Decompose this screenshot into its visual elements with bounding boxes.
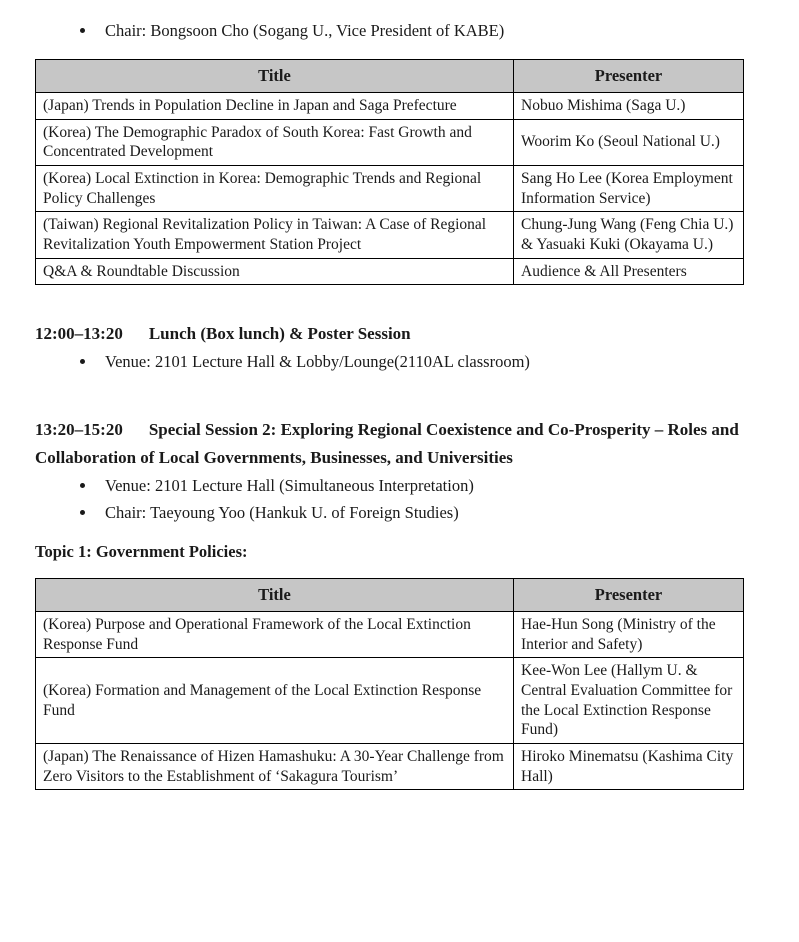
table-header-row	[36, 59, 744, 92]
lunch-session-heading	[35, 320, 743, 347]
table-row	[36, 212, 744, 258]
presenter-cell: Woorim Ko (Seoul National U.)	[514, 119, 744, 165]
lunch-session-title: Lunch (Box lunch) & Poster Session	[148, 324, 411, 344]
talk-title-cell: (Korea) The Demographic Paradox of South Korea: Fast Growth and Concentrated Development	[36, 119, 514, 165]
presenter-column-header: Presenter	[514, 579, 744, 612]
presenter-cell: Hae-Hun Song (Ministry of the Interior and Safety)	[514, 612, 744, 658]
talk-title-cell: (Japan) Trends in Population Decline in Japan and Saga Prefecture	[36, 92, 514, 119]
special-session2-heading	[35, 416, 743, 470]
presenter-cell: Chung-Jung Wang (Feng Chia U.) & Yasuaki Kuki (Okayama U.)	[514, 212, 744, 258]
talk-title-cell: (Korea) Local Extinction in Korea: Demographic Trends and Regional Policy Challenges	[36, 165, 514, 211]
table-header-row	[36, 579, 744, 612]
session1-info-list	[35, 19, 743, 43]
talk-title-cell: (Korea) Purpose and Operational Framework of the Local Extinction Response Fund	[36, 612, 514, 658]
table-row	[36, 658, 744, 744]
table-row	[36, 165, 744, 211]
session2-time-range: 13:20–15:20	[35, 420, 123, 440]
session2-chair-bullet: • Chair: Taeyoung Yoo (Hankuk U. of Foreign Studies)	[97, 501, 743, 525]
title-column-header: Title	[36, 579, 514, 612]
table-row	[36, 119, 744, 165]
session2-venue-bullet: • Venue: 2101 Lecture Hall (Simultaneous Interpretation)	[97, 474, 743, 498]
presenter-cell: Nobuo Mishima (Saga U.)	[514, 92, 744, 119]
session1-chair-bullet: • Chair: Bongsoon Cho (Sogang U., Vice President of KABE)	[97, 19, 743, 43]
presenter-column-header: Presenter	[514, 59, 744, 92]
table-row	[36, 744, 744, 790]
session2-info-list	[35, 474, 743, 525]
presenter-cell: Sang Ho Lee (Korea Employment Information Service)	[514, 165, 744, 211]
lunch-venue-bullet: • Venue: 2101 Lecture Hall & Lobby/Lounge(2110AL classroom)	[97, 350, 743, 374]
lunch-time-range: 12:00–13:20	[35, 324, 123, 344]
session1-table	[35, 59, 744, 285]
presenter-cell: Hiroko Minematsu (Kashima City Hall)	[514, 744, 744, 790]
lunch-info-list	[35, 350, 743, 374]
talk-title-cell: (Japan) The Renaissance of Hizen Hamashuku: A 30-Year Challenge from Zero Visitors to the Establishment of ‘Sakagura Tourism’	[36, 744, 514, 790]
presenter-cell: Audience & All Presenters	[514, 258, 744, 285]
title-column-header: Title	[36, 59, 514, 92]
topic1-heading: Topic 1: Government Policies:	[35, 541, 248, 561]
talk-title-cell: (Taiwan) Regional Revitalization Policy in Taiwan: A Case of Regional Revitalization Youth Empowerment Station Project	[36, 212, 514, 258]
session2-title: Special Session 2: Exploring Regional Coexistence and Co-Prosperity – Roles and Collaboration of Local Governments, Businesses, and Universities	[35, 420, 739, 467]
table-row	[36, 92, 744, 119]
talk-title-cell: Q&A & Roundtable Discussion	[36, 258, 514, 285]
presenter-cell: Kee-Won Lee (Hallym U. & Central Evaluation Committee for the Local Extinction Response Fund)	[514, 658, 744, 744]
table-row	[36, 612, 744, 658]
topic1-table	[35, 578, 744, 790]
table-row	[36, 258, 744, 285]
talk-title-cell: (Korea) Formation and Management of the Local Extinction Response Fund	[36, 658, 514, 744]
